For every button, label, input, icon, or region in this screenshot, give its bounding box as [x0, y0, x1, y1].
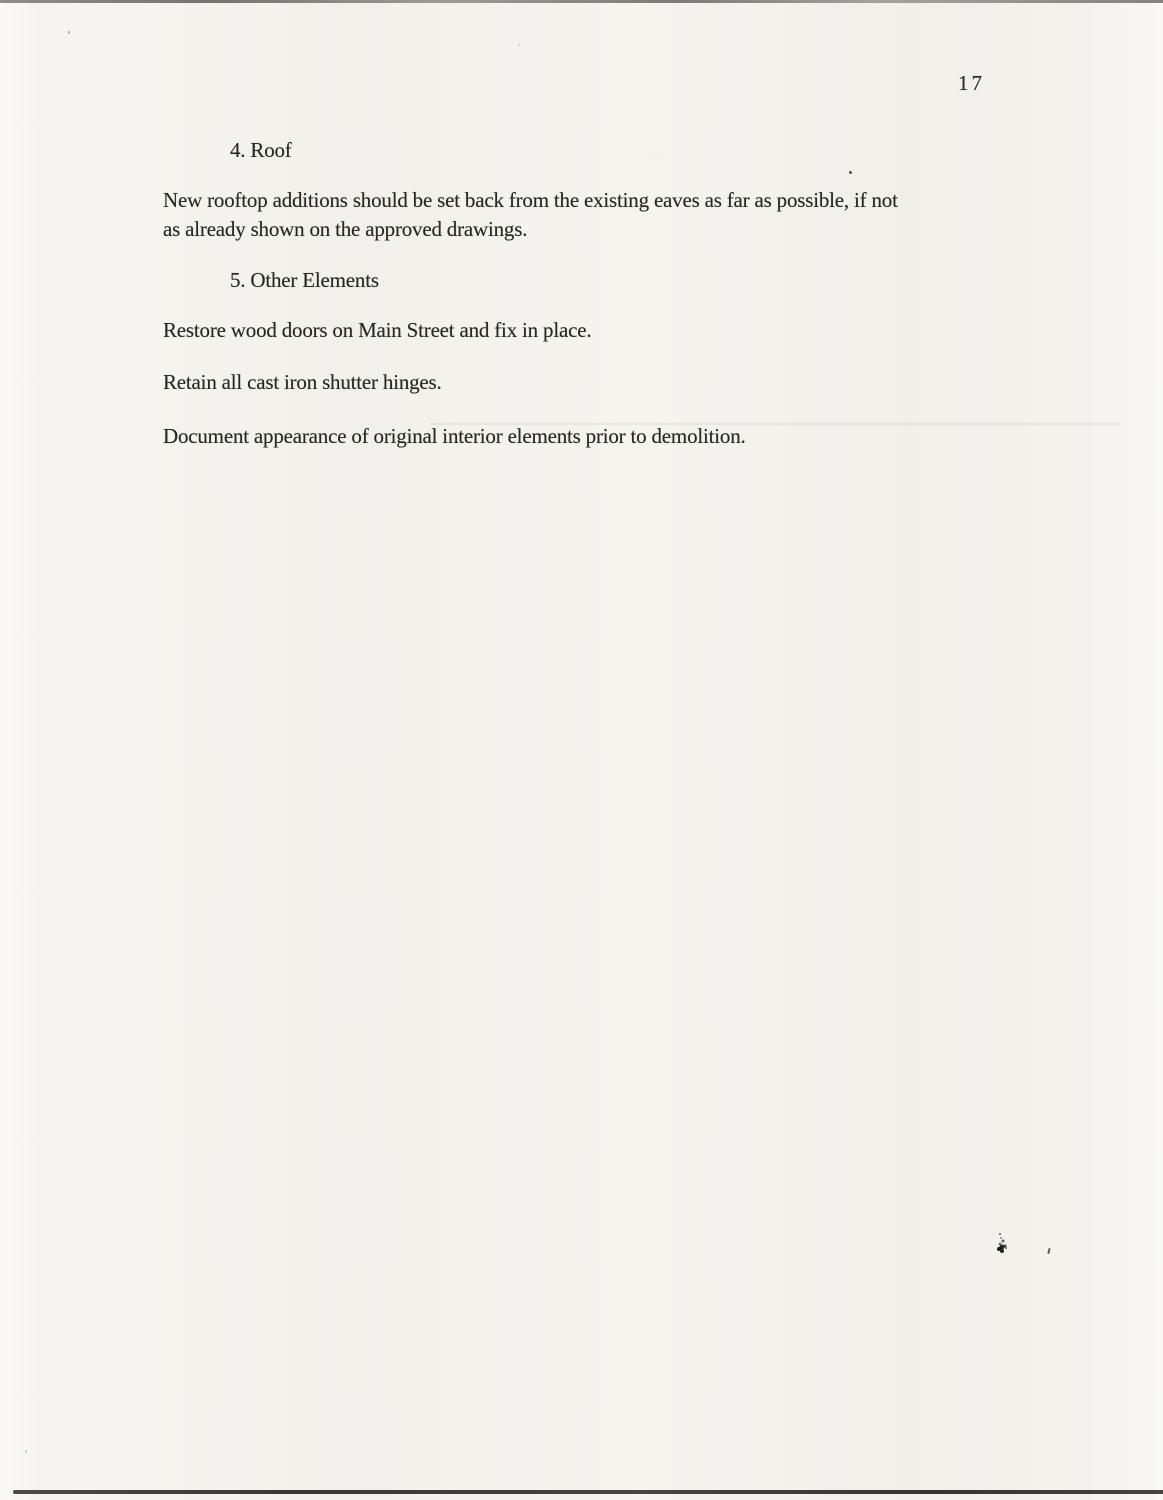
text-line: as already shown on the approved drawings. [163, 217, 528, 241]
scanner-edge-bottom [13, 1490, 1163, 1494]
ink-smudge-mark [999, 1233, 1001, 1235]
text-line: New rooftop additions should be set back from the existing eaves as far as possible, if not [163, 188, 898, 212]
section-heading-other-elements: 5. Other Elements [230, 268, 379, 292]
faint-scan-streak [430, 423, 1120, 425]
section-heading-roof: 4. Roof [230, 138, 292, 162]
paper-speck [68, 31, 70, 34]
paragraph-restore-wood-doors: Restore wood doors on Main Street and fix in place. [163, 318, 592, 342]
paper-speck [25, 1450, 27, 1453]
scanner-edge-top [0, 0, 1163, 3]
paragraph-rooftop-additions [163, 186, 898, 244]
page-number: 17 [958, 71, 985, 95]
stray-comma-mark [1047, 1248, 1050, 1254]
paragraph-document-appearance: Document appearance of original interior elements prior to demolition. [163, 424, 746, 448]
paper-speck [655, 155, 657, 157]
paper-speck [518, 44, 520, 46]
paragraph-retain-shutter-hinges: Retain all cast iron shutter hinges. [163, 370, 442, 394]
stray-dot-mark [849, 171, 852, 174]
